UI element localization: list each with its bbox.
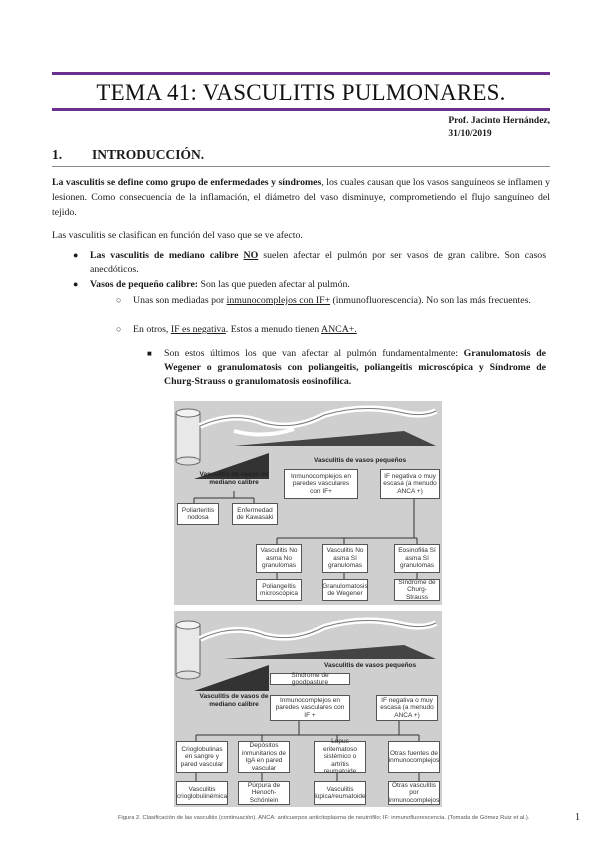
header-rule-bottom xyxy=(52,108,550,111)
fig2-medium-label: Vasculitis de vasos de mediano calibre xyxy=(199,693,269,708)
sub1-u: inmunocomplejos con IF+ xyxy=(226,295,331,306)
classify-paragraph: Las vasculitis se clasifican en función del vaso que se ve afecto. xyxy=(52,230,303,241)
item1-rest: suelen afectar el pulmón por ser vasos de gran calibre. Son casos anecdóticos. xyxy=(90,250,547,275)
fig2-d1-box: Vasculitis crioglobulinémica xyxy=(176,781,228,805)
figure-caption: Figura 2. Clasificación de las vasculitis (continuación). ANCA: anticuerpos anticitoplasma de neutrófilo; IF: inmunofluorescencia. (Tomada de Gómez Ruiz et al.). xyxy=(118,815,530,821)
fig2-c2-box: Depósitos inmunitarios de IgA en pared vascular xyxy=(238,741,290,773)
sub2-u2: ANCA+. xyxy=(321,324,357,335)
fig1-small-vessels-label: Vasculitis de vasos pequeños xyxy=(314,457,407,464)
bullet-circle: ○ xyxy=(116,295,122,305)
fig1-v3-box: Eosinofilia Sí asma Sí granulomas xyxy=(394,544,440,573)
sub2-b: . Estos a menudo tienen xyxy=(225,324,322,335)
fig2-c3-box: Lupus eritematoso sistémico o artritis reumatoide xyxy=(314,741,366,773)
fig1-ifneg-box: IF negativa o muy escasa (a menudo ANCA +) xyxy=(380,469,440,499)
subsub-item xyxy=(164,347,546,389)
sub1-b: (inmunofluorescencia). No son las más frecuentes. xyxy=(330,295,531,306)
subsub-bold: Granulomatosis de Wegener o granulomatosis con poliangeitis, poliangeitis microscópica y Síndrome de Churg-Strauss o granulomatosis eosinofílica. xyxy=(164,348,546,387)
list-item-small xyxy=(90,278,546,292)
fig2-d2-box: Púrpura de Henoch-Schönlein xyxy=(238,781,290,805)
item1-no: NO xyxy=(243,250,259,261)
sub1-a: Unas son mediadas por xyxy=(133,295,227,306)
author-name: Prof. Jacinto Hernández, xyxy=(448,116,550,126)
section-rule xyxy=(52,166,550,167)
bullet-square: ■ xyxy=(147,349,152,358)
bullet-dot: ● xyxy=(73,250,79,260)
section-number: 1. xyxy=(52,147,63,162)
sublist-item-ifneg xyxy=(133,323,546,337)
author-date: 31/10/2019 xyxy=(448,129,492,139)
fig1-kawasaki-box: Enfermedad de Kawasaki xyxy=(232,503,278,525)
intro-paragraph xyxy=(52,175,550,220)
section-heading xyxy=(52,147,204,163)
fig2-d3-box: Vasculitis lúpica/reumatoide xyxy=(314,781,366,805)
bullet-dot: ● xyxy=(73,279,79,289)
intro-bold: La vasculitis se define como grupo de enfermedades y síndromes xyxy=(52,177,322,188)
item2-bold: Vasos de pequeño calibre: xyxy=(90,279,199,290)
fig1-immuno-box: Inmunocomplejos en paredes vasculares con IF+ xyxy=(284,469,358,499)
fig1-r1-box: Poliangeítis microscópica xyxy=(256,579,302,601)
fig2-goodpasture-box: Síndrome de goodpasture xyxy=(270,673,350,685)
fig1-r2-box: Granulomatosis de Wegener xyxy=(322,579,368,601)
section-title: INTRODUCCIÓN. xyxy=(92,147,205,162)
fig1-v1-box: Vasculitis No asma No granulomas xyxy=(256,544,302,573)
page-title: TEMA 41: VASCULITIS PULMONARES. xyxy=(96,80,506,105)
list-item-medium xyxy=(90,249,546,277)
page-number: 1 xyxy=(575,812,580,823)
fig2-immuno-box: Inmunocomplejos en paredes vasculares con IF + xyxy=(270,695,350,721)
fig2-c4-box: Otras fuentes de inmunocomplejos xyxy=(388,741,440,773)
figure-1 xyxy=(174,401,442,605)
fig1-v2-box: Vasculitis No asma Sí granulomas xyxy=(322,544,368,573)
fig2-small-vessels-label: Vasculitis de vasos pequeños xyxy=(324,662,417,669)
fig2-d4-box: Otras vasculitis por inmunocomplejos xyxy=(388,781,440,804)
fig1-pan-box: Poliarteritis nodosa xyxy=(177,503,219,525)
sub2-a: En otros, xyxy=(133,324,171,335)
figure-2 xyxy=(174,611,442,807)
fig2-ifneg-box: IF negativa o muy escasa (a menudo ANCA +) xyxy=(376,695,438,721)
fig2-c1-box: Crioglobulinas en sangre y pared vascular xyxy=(176,741,228,773)
item1-bold: Las vasculitis de mediano calibre xyxy=(90,250,239,261)
fig1-medium-label: Vasculitis de vasos de mediano calibre xyxy=(199,471,269,486)
bullet-circle: ○ xyxy=(116,324,122,334)
header-rule-top xyxy=(52,72,550,75)
fig1-r3-box: Síndrome de Churg-Strauss xyxy=(394,579,440,601)
author-block xyxy=(448,115,550,141)
item2-rest: Son las que pueden afectar al pulmón. xyxy=(198,279,350,290)
intro-rest: , los cuales causan que los vasos sanguíneos se inflamen y lesionen. Como consecuencia de la inflamación, el diámetro del vaso disminuye, comprometiendo el flujo sanguíneo del tejido. xyxy=(52,177,551,218)
sublist-item-immuno xyxy=(133,294,546,308)
subsub-a: Son estos últimos los que van afectar al pulmón fundamentalmente: xyxy=(164,348,464,359)
sub2-u1: IF es negativa xyxy=(170,324,226,335)
